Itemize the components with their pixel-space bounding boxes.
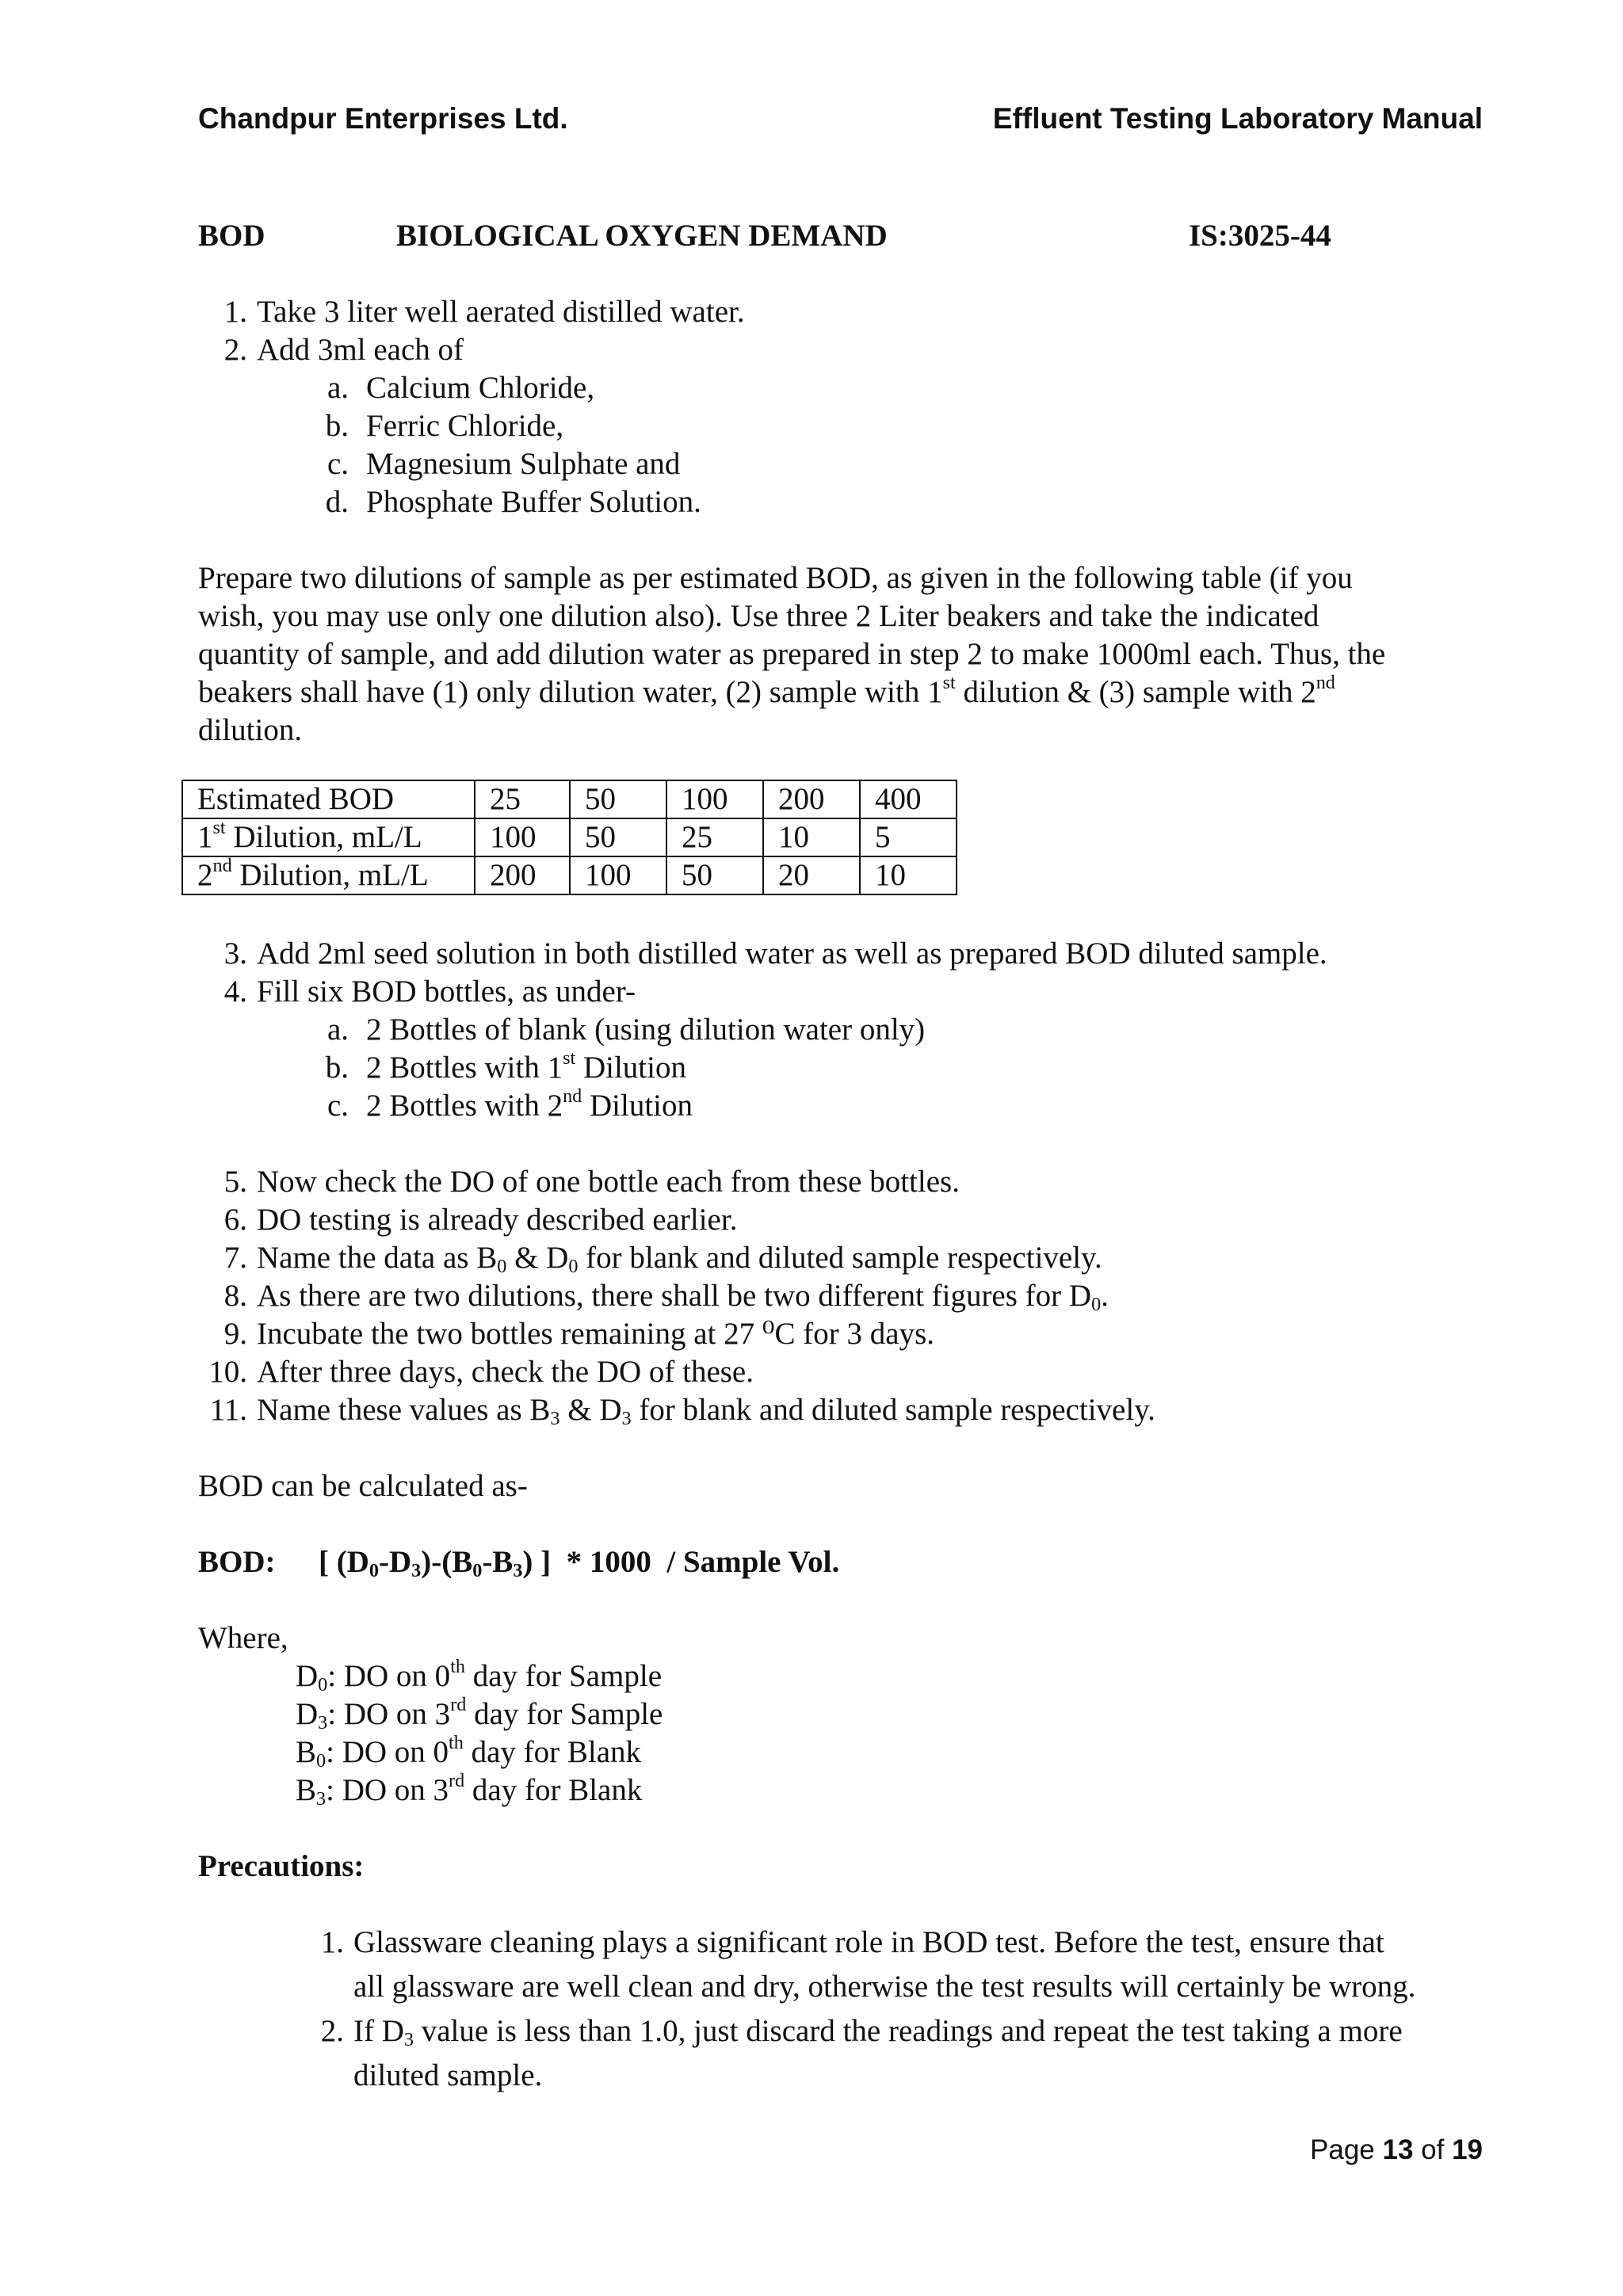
table-cell: 400 [860,780,957,818]
list-item: 5. Now check the DO of one bottle each from these bottles. [223,1165,960,1199]
list-item-continuation: diluted sample. [353,2058,543,2092]
table-row [182,780,957,818]
table-cell: 20 [763,856,860,894]
list-item: 11. Name these values as $B_3$ & $D_3$ for blank and diluted sample respectively. [209,1393,1155,1430]
bod-formula: [ $(D_0-D_3)-(B_0-B_3)$ ] * 1000 / Sample Vol. [319,1545,840,1582]
paragraph-line: wish, you may use only one dilution also). Use three 2 Liter beakers and take the indicated [198,599,1319,633]
table-cell: 2nd Dilution, mL/L [182,856,475,894]
list-item: b. 2 Bottles with 1st Dilution [325,1047,686,1085]
header-manual-title: Effluent Testing Laboratory Manual [992,102,1483,135]
formula-label: BOD: [198,1545,276,1579]
list-item: c. 2 Bottles with 2nd Dilution [327,1085,693,1123]
definition-item: $B_3$: DO on 3rd day for Blank [296,1770,643,1810]
list-item: a. 2 Bottles of blank (using dilution water only) [327,1013,926,1047]
list-item: 8. As there are two dilutions, there shall be two different figures for $D_0$. [223,1279,1109,1316]
calculation-intro: BOD can be calculated as- [198,1469,528,1503]
page-number: Page 13 of 19 [1310,2134,1483,2165]
table-cell: 25 [475,780,570,818]
list-item-continuation: all glassware are well clean and dry, otherwise the test results will certainly be wrong. [353,1970,1416,2004]
definition-item: $B_0$: DO on 0th day for Blank [296,1732,642,1772]
table-cell: 200 [475,856,570,894]
definition-item: $D_0$: DO on 0th day for Sample [296,1656,663,1696]
dilution-table [181,780,957,895]
section-title: BIOLOGICAL OXYGEN DEMAND [396,219,888,253]
table-row [182,818,957,856]
list-item: b. Ferric Chloride, [325,409,564,443]
where-label: Where, [198,1621,288,1655]
standard-reference: IS:3025-44 [1189,219,1331,253]
table-cell: 200 [763,780,860,818]
list-item: a. Calcium Chloride, [327,371,595,405]
header-company: Chandpur Enterprises Ltd. [198,102,568,135]
list-item: d. Phosphate Buffer Solution. [325,485,701,519]
list-item: 6. DO testing is already described earlier. [223,1203,738,1237]
list-item: 1. Take 3 liter well aerated distilled water. [223,295,745,329]
table-row [182,856,957,894]
list-item: 10. After three days, check the DO of these. [208,1355,754,1389]
table-cell: Estimated BOD [182,780,475,818]
precautions-heading: Precautions: [198,1849,365,1883]
table-cell: 100 [570,856,666,894]
paragraph-line: dilution. [198,713,303,747]
paragraph-line: beakers shall have (1) only dilution water, (2) sample with 1st dilution & (3) sample with 2nd [198,672,1335,709]
paragraph-line: quantity of sample, and add dilution water as prepared in step 2 to make 1000ml each. Thus, the [198,637,1386,671]
table-cell: 100 [475,818,570,856]
definition-item: $D_3$: DO on 3rd day for Sample [296,1694,663,1734]
table-cell: 50 [570,780,666,818]
list-item: 2. If $D_3$ value is less than 1.0, just discard the readings and repeat the test taking a more [320,2014,1403,2051]
table-cell: 5 [860,818,957,856]
list-item: 2. Add 3ml each of [223,333,464,367]
table-cell: 25 [666,818,763,856]
table-cell: 50 [570,818,666,856]
table-cell: 10 [763,818,860,856]
table-cell: 50 [666,856,763,894]
list-item: 7. Name the data as $B_0$ & $D_0$ for blank and diluted sample respectively. [223,1241,1102,1278]
list-item: c. Magnesium Sulphate and [327,447,681,481]
list-item: 1. Glassware cleaning plays a significant role in BOD test. Before the test, ensure that [320,1925,1384,1959]
section-code: BOD [198,219,265,253]
paragraph-line: Prepare two dilutions of sample as per estimated BOD, as given in the following table (if you [198,561,1353,595]
table-cell: 10 [860,856,957,894]
list-item: 3. Add 2ml seed solution in both distilled water as well as prepared BOD diluted sample. [223,936,1327,971]
list-item: 4. Fill six BOD bottles, as under- [223,974,636,1009]
list-item: 9. Incubate the two bottles remaining at 27 ⁰C for 3 days. [223,1317,935,1351]
table-cell: 100 [666,780,763,818]
table-cell: 1st Dilution, mL/L [182,818,475,856]
